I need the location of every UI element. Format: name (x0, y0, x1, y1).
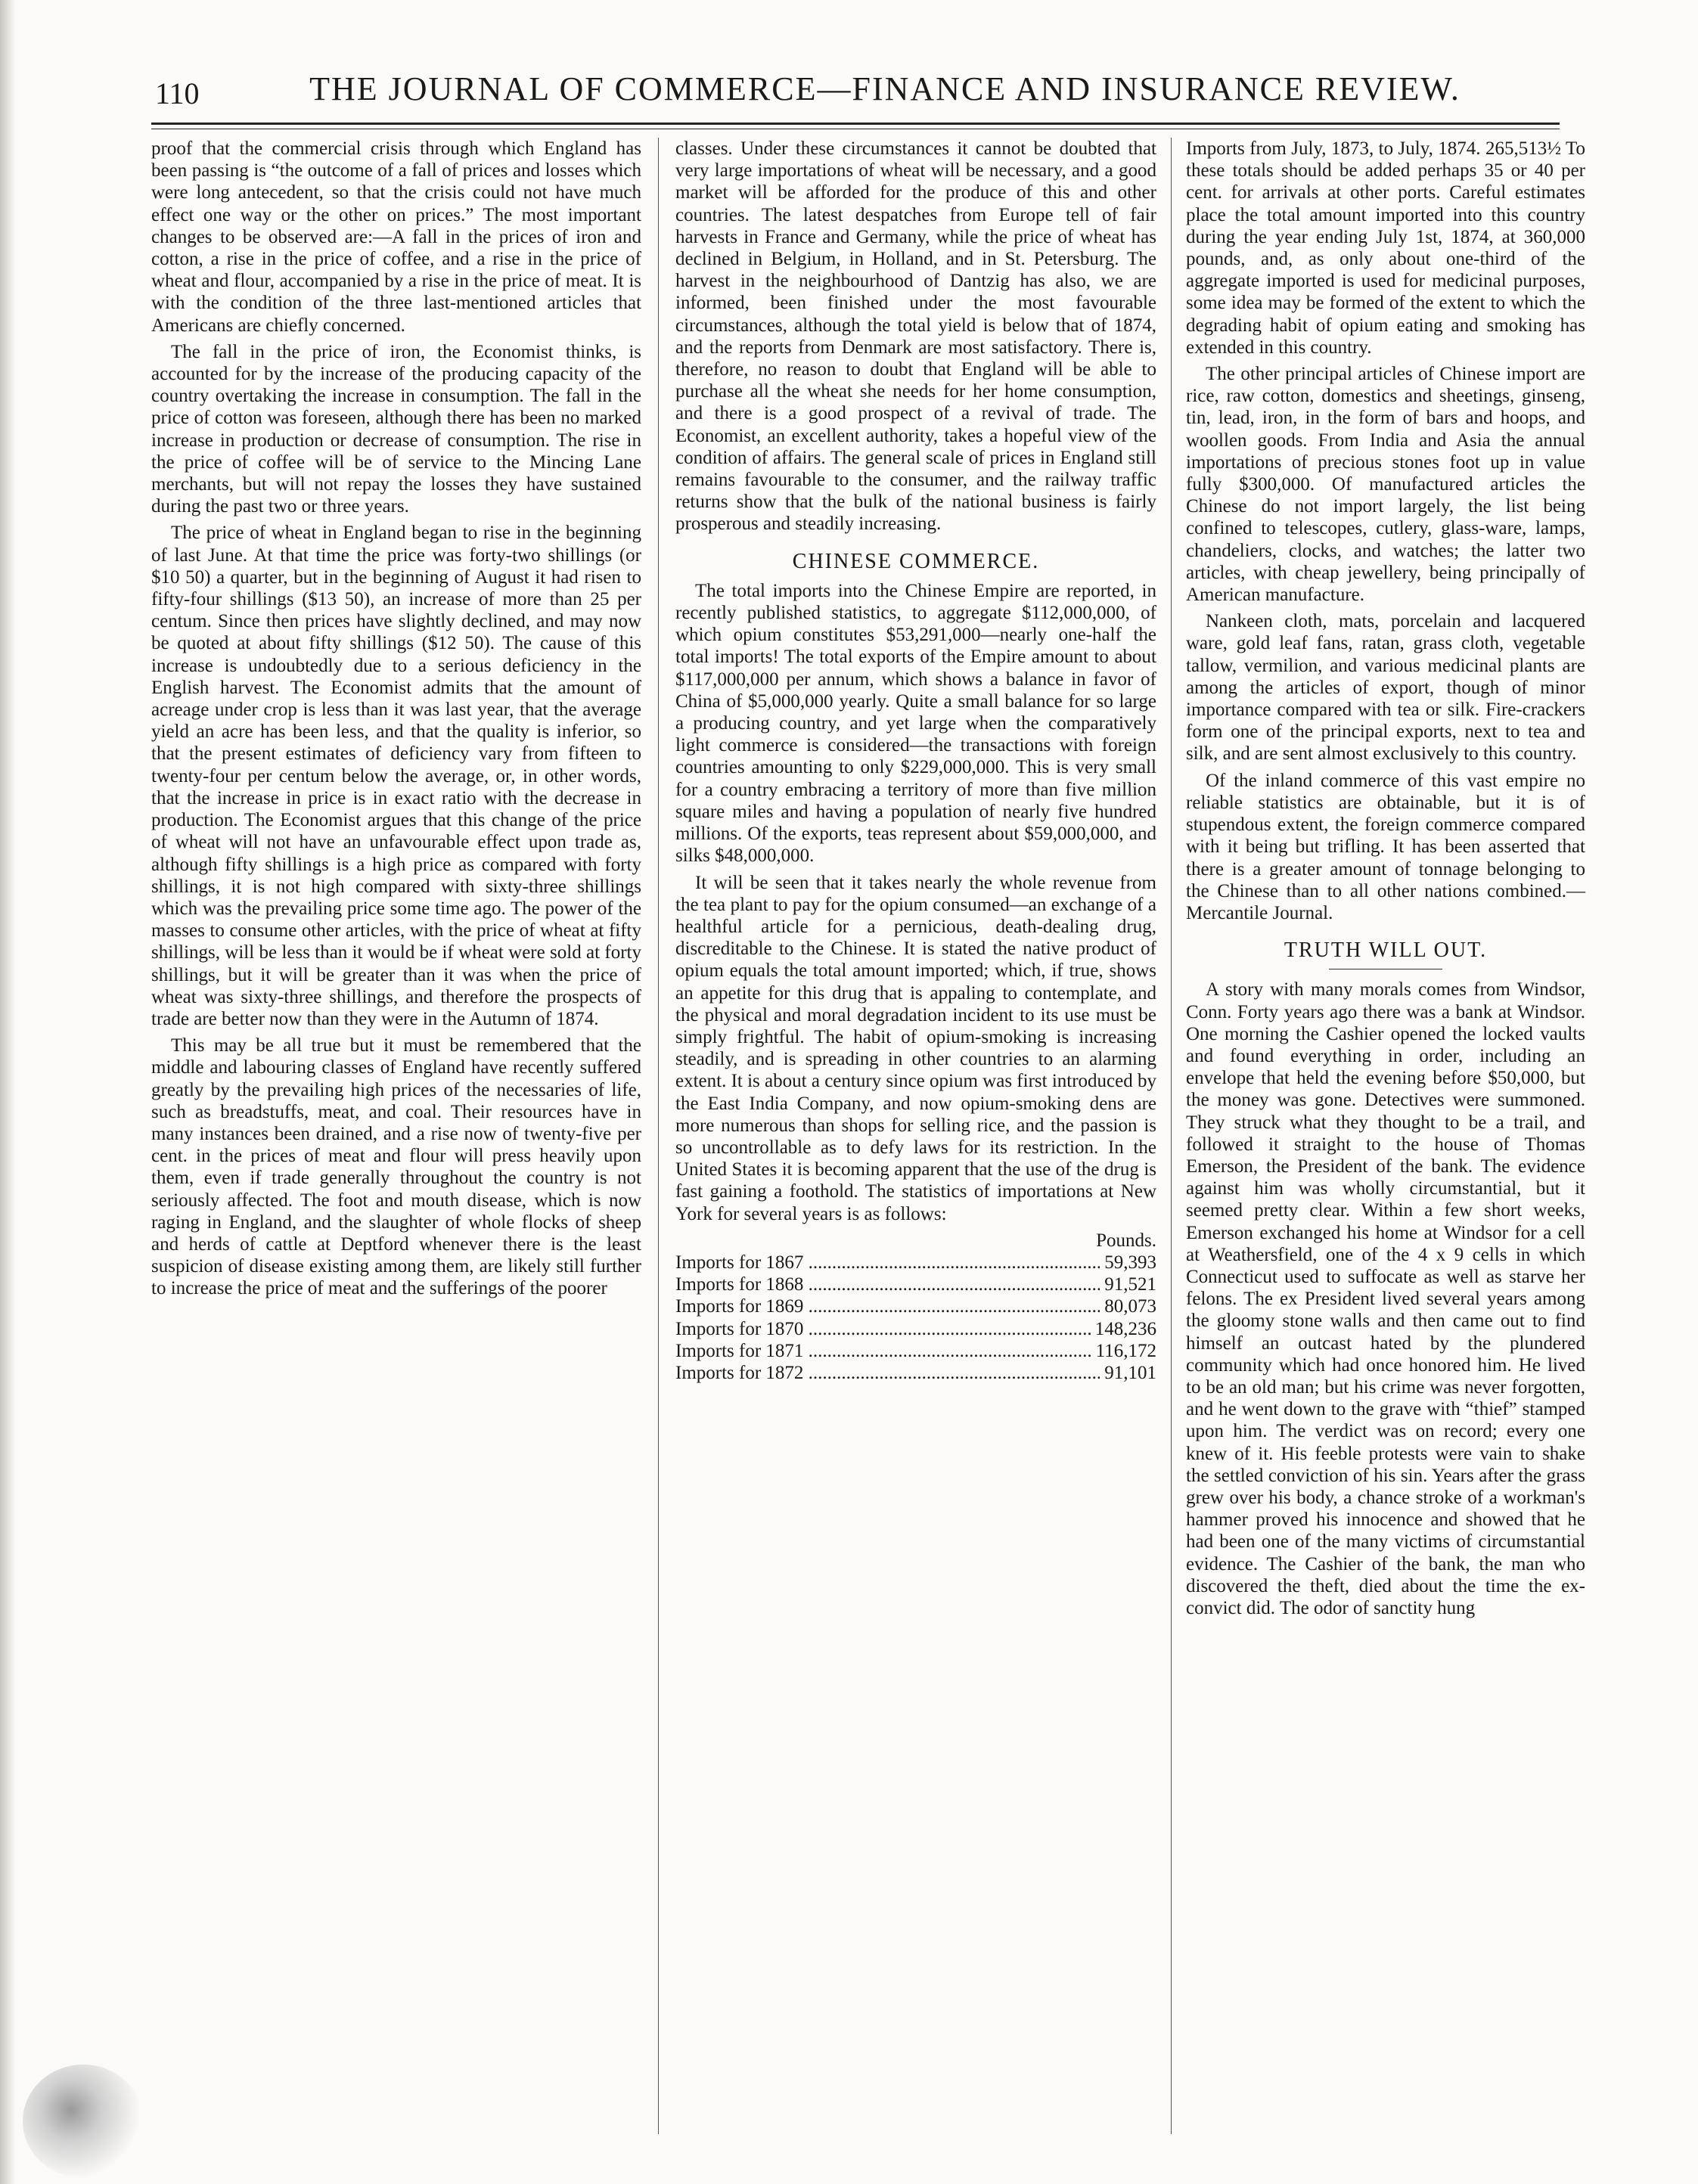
table-row (675, 1273, 1156, 1295)
article-paragraph: proof that the commercial crisis through which England has been passing is “the outcome of a fall of prices and losses which were long antecedent, so that the crisis could not have much effect one way or the other on prices.” The most important changes to be observed are:—A fall in the prices of iron and cotton, a rise in the price of coffee, and a rise in the price of wheat and flour, accompanied by a rise in the price of meat. It is with the condition of the three last-mentioned articles that Americans are chiefly concerned. (151, 138, 641, 336)
table-row (675, 1340, 1156, 1362)
table-row (675, 1295, 1156, 1317)
row-value: 116,172 (1095, 1340, 1156, 1361)
row-value: 59,393 (1104, 1252, 1156, 1273)
article-paragraph: Nankeen cloth, mats, porcelain and lacquered ware, gold leaf fans, ratan, grass cloth, vegetable tallow, vermilion, and various medicinal plants are among the articles of export, though of minor importance compared with tea or silk. Fire-crackers form one of the principal exports, next to tea and silk, and are sent almost exclusively to this country. (1186, 611, 1585, 765)
row-label: Imports for 1870 ..... (675, 1318, 1091, 1340)
article-paragraph: classes. Under these circumstances it cannot be doubted that very large importations of wheat will be necessary, and a good market will be afforded for the produce of this and other countries. The latest despatches from Europe tell of fair harvests in France and Germany, while the price of wheat has declined in Belgium, in Holland, and in St. Petersburg. The harvest in the neighbourhood of Dantzig has also, we are informed, been finished under the most favourable circumstances, although the total yield is below that of 1874, and the reports from Denmark are most satisfactory. There is, therefore, no reason to doubt that England will be able to purchase all the wheat she needs for her home consumption, and there is a good prospect of a revival of trade. The Economist, an excellent authority, takes a hopeful view of the condition of affairs. The general scale of prices in England still remains favourable to the consumer, and the railway traffic returns show that the bulk of the national business is fairly prosperous and steadily increasing. (675, 138, 1156, 535)
article-paragraph: Imports from July, 1873, to July, 1874. 265,513½ To these totals should be added perhaps 35 or 40 per cent. for arrivals at other ports. Careful estimates place the total amount imported into this country during the year ending July 1st, 1874, at 360,000 pounds, and, as only about one-third of the aggregate imported is used for medicinal purposes, some idea may be formed of the extent to which the degrading habit of opium eating and smoking has extended in this country. (1186, 138, 1585, 358)
column-divider (658, 138, 659, 2134)
article-paragraph: The price of wheat in England began to rise in the beginning of last June. At that time the price was forty-two shillings (or $10 50) a quarter, but in the beginning of August it had risen to fifty-four shillings ($13 50), an increase of more than 25 per centum. Since then prices have slightly declined, and may now be quoted at about fifty shillings ($12 50). The cause of this increase is undoubtedly due to a serious deficiency in the English harvest. The Economist admits that the amount of acreage under crop is less than it was last year, that the average yield an acre has been less, and that the quality is inferior, so that the present estimates of deficiency vary from fifteen to twenty-four per centum below the average, or, in other words, that the increase in price is in exact ratio with the decrease in production. The Economist argues that this change of the price of wheat will not have an unfavourable effect upon trade as, although fifty shillings is a high price as compared with forty shillings, it is not high compared with sixty-three shillings which was the prevailing price some time ago. The power of the masses to consume other articles, with the price of wheat at fifty shillings, will be less than it would be if wheat were sold at forty shillings, but it will be greater than it was when the price of wheat was sixty-three shillings, and therefore the prospects of trade are better now than they were in the Autumn of 1874. (151, 523, 641, 1029)
article-paragraph: Of the inland commerce of this vast empire no reliable statistics are obtainable, but it is of stupendous extent, the foreign commerce compared with it being but trifling. It has been asserted that there is a greater amount of tonnage belonging to the Chinese than to all other nations combined.—Mercantile Journal. (1186, 770, 1585, 923)
article-paragraph: It will be seen that it takes nearly the whole revenue from the tea plant to pay for the opium consumed—an exchange of a healthful article for a pernicious, death-dealing drug, discreditable to the Chinese. It is stated the native product of opium equals the total amount imported; which, if true, shows an appetite for this drug that is appaling to contemplate, and the physical and moral degradation incident to its use must be simply frightful. The habit of opium-smoking is increasing steadily, and is spreading in other countries to an alarming extent. It is about a century since opium was first introduced by the East India Company, and now opium-smoking dens are more numerous than shops for selling rice, and the passion is so uncontrollable as to defy laws for its restriction. In the United States it is becoming apparent that the use of the drug is fast gaining a foothold. The statistics of importations at New York for several years is as follows: (675, 872, 1156, 1224)
article-paragraph: A story with many morals comes from Windsor, Conn. Forty years ago there was a bank at Windsor. One morning the Cashier opened the locked vaults and found everything in order, including an envelope that held the evening before $50,000, but the money was gone. Detectives were summoned. They struck what they thought to be a trail, and followed it straight to the house of Thomas Emerson, the President of the bank. The evidence against him was wholly circumstantial, but it seemed pretty clear. Within a few short weeks, Emerson exchanged his home at Windsor for a cell at Weathersfield, one of the 4 x 9 cells in which Connecticut used to suffocate as well as starve her felons. The ex President lived several years among the gloomy stone walls and then came out to find himself an outcast hated by the plundered community which had once honored him. He lived to be an old man; but his crime was never forgotten, and he went down to the grave with “thief” stamped upon him. The verdict was on record; every one knew of it. His feeble protests were vain to shake the settled conviction of his sin. Years after the grass grew over his body, a chance stroke of a workman's hammer proved his innocence and showed that he had been one of the many victims of circumstantial evidence. The Cashier of the bank, the man who discovered the theft, died about the time the ex-convict did. The odor of sanctity hung (1186, 979, 1585, 1618)
middle-column (675, 138, 1156, 1384)
left-column (151, 138, 641, 1305)
section-title-chinese-commerce: CHINESE COMMERCE. (792, 549, 1040, 573)
header-rule (151, 123, 1560, 125)
row-label: Imports for 1869 ..... (675, 1295, 1100, 1317)
row-value: 148,236 (1094, 1318, 1156, 1339)
row-label: Imports for 1868 ..... (675, 1273, 1100, 1295)
table-row (675, 1318, 1156, 1340)
ink-smudge (23, 2065, 144, 2178)
opium-import-table (675, 1230, 1156, 1384)
article-paragraph: This may be all true but it must be remembered that the middle and labouring classes of England have recently suffered greatly by the prevailing high prices of the necessaries of life, such as breadstuffs, meat, and coal. Their resources have in many instances been drained, and a rise now of twenty-five per cent. in the prices of meat and flour will press heavily upon them, even if trade generally throughout the country is not seriously affected. The foot and mouth disease, which is now raging in England, and the slaughter of whole flocks of sheep and herds of cattle at Deptford whenever there is the least suspicion of disease existing among them, are likely still further to increase the price of meat and the sufferings of the poorer (151, 1035, 641, 1299)
page-number: 110 (155, 76, 200, 110)
table-unit-header: Pounds. (1096, 1230, 1156, 1251)
row-value: 91,521 (1104, 1274, 1156, 1295)
row-value: 80,073 (1104, 1296, 1156, 1317)
article-paragraph: The total imports into the Chinese Empire are reported, in recently published statistics, to aggregate $112,000,000, of which opium constitutes $53,291,000—nearly one-half the total imports! The total exports of the Empire amount to about $117,000,000 per annum, which shows a balance in favor of China of $5,000,000 yearly. Quite a small balance for so large a producing country, and yet large when the comparatively light commerce is considered—the transactions with foreign countries amounting to only $229,000,000. This is very small for a country embracing a territory of more than five million square miles and having a population of nearly five hundred millions. Of the exports, teas represent about $59,000,000, and silks $48,000,000. (675, 580, 1156, 867)
journal-title: THE JOURNAL OF COMMERCE—FINANCE AND INSURANCE REVIEW. (309, 70, 1461, 107)
article-paragraph: The other principal articles of Chinese import are rice, raw cotton, domestics and sheetings, ginseng, tin, lead, iron, in the form of bars and hoops, and woollen goods. From India and Asia the annual importations of precious stones foot up in value fully $300,000. Of manufactured articles the Chinese do not import largely, the list being confined to telescopes, cutlery, glass-ware, lamps, chandeliers, clocks, and watches; the latter two articles, with cheap jewellery, being principally of American manufacture. (1186, 364, 1585, 606)
table-row (675, 1362, 1156, 1384)
article-paragraph: The fall in the price of iron, the Economist thinks, is accounted for by the increase of the producing capacity of the country overtaking the increase in consumption. The fall in the price of cotton was foreseen, although there has been no marked increase in production or decrease of consumption. The rise in the price of coffee will be of service to the Mincing Lane merchants, but will not repay the losses they have sustained during the past two or three years. (151, 341, 641, 517)
row-value: 91,101 (1104, 1362, 1156, 1383)
section-title-truth-will-out: TRUTH WILL OUT. (1284, 938, 1488, 963)
row-label: Imports for 1871 ..... (675, 1340, 1091, 1362)
right-column (1186, 138, 1585, 1624)
row-label: Imports for 1872 ..... (675, 1362, 1100, 1384)
page-edge-shadow (0, 0, 15, 2184)
column-divider (1171, 138, 1172, 2134)
row-label: Imports for 1867 ..... (675, 1252, 1100, 1273)
table-row (675, 1252, 1156, 1273)
